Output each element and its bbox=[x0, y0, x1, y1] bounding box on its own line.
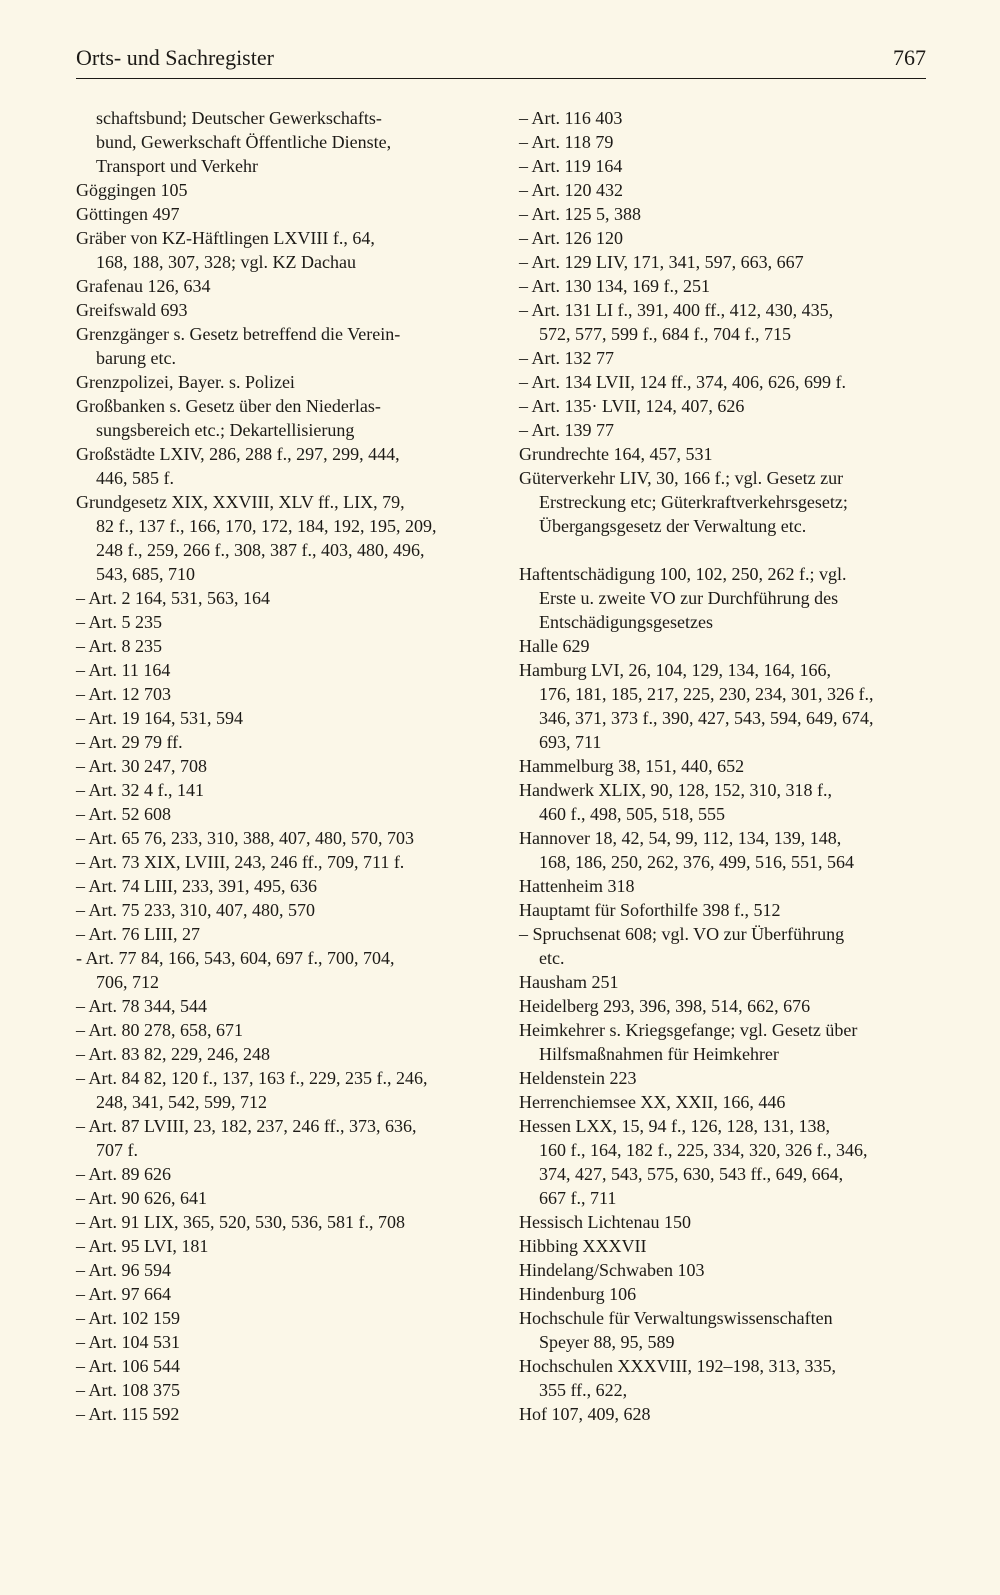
index-entry: - Art. 77 84, 166, 543, 604, 697 f., 700, 704, bbox=[76, 948, 395, 968]
index-column-right bbox=[519, 106, 929, 1426]
index-entry: – Art. 118 79 bbox=[519, 132, 614, 152]
index-entry: Großstädte LXIV, 286, 288 f., 297, 299, 444, bbox=[76, 444, 400, 464]
index-entry: – Art. 32 4 f., 141 bbox=[76, 780, 204, 800]
index-entry: – Art. 91 LIX, 365, 520, 530, 536, 581 f., 708 bbox=[76, 1212, 405, 1232]
index-entry-continuation: barung etc. bbox=[96, 348, 176, 368]
index-entry-continuation: 248 f., 259, 266 f., 308, 387 f., 403, 480, 496, bbox=[96, 540, 425, 560]
index-entry: – Art. 29 79 ff. bbox=[76, 732, 183, 752]
index-entry: Göttingen 497 bbox=[76, 204, 180, 224]
section-gap bbox=[519, 538, 929, 562]
index-entry: – Art. 102 159 bbox=[76, 1308, 181, 1328]
index-entry: Halle 629 bbox=[519, 636, 590, 656]
index-entry: – Art. 120 432 bbox=[519, 180, 624, 200]
index-entry-continuation: 374, 427, 543, 575, 630, 543 ff., 649, 664, bbox=[539, 1164, 844, 1184]
index-entry: Grenzgänger s. Gesetz betreffend die Verein- bbox=[76, 324, 401, 344]
index-entry: – Art. 78 344, 544 bbox=[76, 996, 208, 1016]
index-entry: – Art. 125 5, 388 bbox=[519, 204, 642, 224]
index-entry: – Art. 19 164, 531, 594 bbox=[76, 708, 244, 728]
index-entry: – Art. 130 134, 169 f., 251 bbox=[519, 276, 710, 296]
header-title: Orts- und Sachregister bbox=[76, 45, 274, 70]
index-entry: Hochschulen XXXVIII, 192–198, 313, 335, bbox=[519, 1356, 836, 1376]
index-entry-continuation: bund, Gewerkschaft Öffentliche Dienste, bbox=[96, 132, 392, 152]
index-entry-continuation: schaftsbund; Deutscher Gewerkschafts- bbox=[96, 108, 382, 128]
index-entry-continuation: 82 f., 137 f., 166, 170, 172, 184, 192, 195, 209, bbox=[96, 516, 437, 536]
index-entry: Hattenheim 318 bbox=[519, 876, 635, 896]
index-entry: – Art. 108 375 bbox=[76, 1380, 181, 1400]
index-entry-continuation: 176, 181, 185, 217, 225, 230, 234, 301, 326 f., bbox=[539, 684, 874, 704]
index-entry: Herrenchiemsee XX, XXII, 166, 446 bbox=[519, 1092, 786, 1112]
index-entry: – Art. 131 LI f., 391, 400 ff., 412, 430, 435, bbox=[519, 300, 834, 320]
index-entry: – Art. 97 664 bbox=[76, 1284, 172, 1304]
index-entry: – Art. 90 626, 641 bbox=[76, 1188, 208, 1208]
index-entry: Heldenstein 223 bbox=[519, 1068, 637, 1088]
index-entry: – Art. 115 592 bbox=[76, 1404, 180, 1424]
index-entry: – Spruchsenat 608; vgl. VO zur Überführung bbox=[519, 924, 845, 944]
index-entry-continuation: 446, 585 f. bbox=[96, 468, 174, 488]
index-entry-continuation: 543, 685, 710 bbox=[96, 564, 195, 584]
index-entry: Grundrechte 164, 457, 531 bbox=[519, 444, 713, 464]
index-entry-continuation: 355 ff., 622, bbox=[539, 1380, 628, 1400]
index-entry: Handwerk XLIX, 90, 128, 152, 310, 318 f., bbox=[519, 780, 832, 800]
running-header bbox=[76, 42, 926, 79]
index-entry: – Art. 84 82, 120 f., 137, 163 f., 229, 235 f., 246, bbox=[76, 1068, 428, 1088]
index-entry-continuation: Transport und Verkehr bbox=[96, 156, 258, 176]
index-entry: – Art. 80 278, 658, 671 bbox=[76, 1020, 244, 1040]
index-entry: Güterverkehr LIV, 30, 166 f.; vgl. Gesetz zur bbox=[519, 468, 844, 488]
index-entry-continuation: 667 f., 711 bbox=[539, 1188, 617, 1208]
index-entry-continuation: Übergangsgesetz der Verwaltung etc. bbox=[539, 516, 807, 536]
index-entry: Hochschule für Verwaltungswissenschaften bbox=[519, 1308, 833, 1328]
index-entry: – Art. 104 531 bbox=[76, 1332, 181, 1352]
index-entry: – Art. 76 LIII, 27 bbox=[76, 924, 200, 944]
index-entry: – Art. 83 82, 229, 246, 248 bbox=[76, 1044, 271, 1064]
index-entry: – Art. 12 703 bbox=[76, 684, 172, 704]
index-entry-continuation: 346, 371, 373 f., 390, 427, 543, 594, 649, 674, bbox=[539, 708, 874, 728]
index-entry: Hibbing XXXVII bbox=[519, 1236, 647, 1256]
index-entry: Grundgesetz XIX, XXVIII, XLV ff., LIX, 79, bbox=[76, 492, 405, 512]
index-entry-continuation: Erste u. zweite VO zur Durchführung des bbox=[539, 588, 839, 608]
index-entry: Haftentschädigung 100, 102, 250, 262 f.; vgl. bbox=[519, 564, 847, 584]
index-entry-continuation: 572, 577, 599 f., 684 f., 704 f., 715 bbox=[539, 324, 791, 344]
index-entry-continuation: 707 f. bbox=[96, 1140, 138, 1160]
index-entry-continuation: 693, 711 bbox=[539, 732, 602, 752]
index-entry: – Art. 89 626 bbox=[76, 1164, 172, 1184]
index-entry: – Art. 106 544 bbox=[76, 1356, 181, 1376]
index-entry: Grenzpolizei, Bayer. s. Polizei bbox=[76, 372, 295, 392]
index-entry: Gräber von KZ-Häftlingen LXVIII f., 64, bbox=[76, 228, 375, 248]
index-entry: Hausham 251 bbox=[519, 972, 619, 992]
index-entry: – Art. 126 120 bbox=[519, 228, 624, 248]
index-entry-continuation: sungsbereich etc.; Dekartellisierung bbox=[96, 420, 355, 440]
index-entry: Hammelburg 38, 151, 440, 652 bbox=[519, 756, 745, 776]
index-entry: Hauptamt für Soforthilfe 398 f., 512 bbox=[519, 900, 781, 920]
index-entry: – Art. 8 235 bbox=[76, 636, 163, 656]
index-entry-continuation: 460 f., 498, 505, 518, 555 bbox=[539, 804, 725, 824]
index-entry-continuation: Entschädigungsgesetzes bbox=[539, 612, 713, 632]
index-entry: Großbanken s. Gesetz über den Niederlas- bbox=[76, 396, 381, 416]
index-entry: – Art. 75 233, 310, 407, 480, 570 bbox=[76, 900, 316, 920]
index-entry-continuation: 168, 186, 250, 262, 376, 499, 516, 551, 564 bbox=[539, 852, 854, 872]
index-entry: – Art. 134 LVII, 124 ff., 374, 406, 626, 699 f. bbox=[519, 372, 846, 392]
index-entry: Göggingen 105 bbox=[76, 180, 188, 200]
index-entry: – Art. 52 608 bbox=[76, 804, 172, 824]
index-entry: – Art. 135· LVII, 124, 407, 626 bbox=[519, 396, 745, 416]
index-entry: – Art. 95 LVI, 181 bbox=[76, 1236, 209, 1256]
index-entry: – Art. 139 77 bbox=[519, 420, 615, 440]
index-entry-continuation: Hilfsmaßnahmen für Heimkehrer bbox=[539, 1044, 779, 1064]
index-entry: – Art. 132 77 bbox=[519, 348, 615, 368]
index-entry: – Art. 87 LVIII, 23, 182, 237, 246 ff., 373, 636, bbox=[76, 1116, 417, 1136]
index-entry: Hindenburg 106 bbox=[519, 1284, 637, 1304]
index-entry: – Art. 2 164, 531, 563, 164 bbox=[76, 588, 271, 608]
index-entry: Hof 107, 409, 628 bbox=[519, 1404, 651, 1424]
index-entry: Hamburg LVI, 26, 104, 129, 134, 164, 166, bbox=[519, 660, 831, 680]
index-entry: Greifswald 693 bbox=[76, 300, 188, 320]
index-entry-continuation: 160 f., 164, 182 f., 225, 334, 320, 326 f., 346, bbox=[539, 1140, 868, 1160]
index-entry: – Art. 5 235 bbox=[76, 612, 163, 632]
index-entry-continuation: Erstreckung etc; Güterkraftverkehrsgesetz; bbox=[539, 492, 848, 512]
index-entry: – Art. 129 LIV, 171, 341, 597, 663, 667 bbox=[519, 252, 804, 272]
index-entry: – Art. 74 LIII, 233, 391, 495, 636 bbox=[76, 876, 317, 896]
index-entry: Heimkehrer s. Kriegsgefange; vgl. Gesetz über bbox=[519, 1020, 858, 1040]
index-entry: Hindelang/Schwaben 103 bbox=[519, 1260, 705, 1280]
index-entry: Hannover 18, 42, 54, 99, 112, 134, 139, 148, bbox=[519, 828, 842, 848]
page-number: 767 bbox=[893, 45, 926, 70]
index-entry: – Art. 73 XIX, LVIII, 243, 246 ff., 709, 711 f. bbox=[76, 852, 405, 872]
index-entry-continuation: etc. bbox=[539, 948, 565, 968]
index-entry-continuation: 168, 188, 307, 328; vgl. KZ Dachau bbox=[96, 252, 356, 272]
index-entry: – Art. 116 403 bbox=[519, 108, 623, 128]
index-entry: Grafenau 126, 634 bbox=[76, 276, 211, 296]
index-entry: Heidelberg 293, 396, 398, 514, 662, 676 bbox=[519, 996, 811, 1016]
index-column-left bbox=[76, 106, 481, 1426]
index-entry-continuation: 248, 341, 542, 599, 712 bbox=[96, 1092, 267, 1112]
index-entry: – Art. 11 164 bbox=[76, 660, 171, 680]
index-entry: Hessisch Lichtenau 150 bbox=[519, 1212, 691, 1232]
index-entry: – Art. 119 164 bbox=[519, 156, 623, 176]
index-entry-continuation: Speyer 88, 95, 589 bbox=[539, 1332, 675, 1352]
index-entry: Hessen LXX, 15, 94 f., 126, 128, 131, 138, bbox=[519, 1116, 830, 1136]
index-entry: – Art. 96 594 bbox=[76, 1260, 172, 1280]
index-entry: – Art. 65 76, 233, 310, 388, 407, 480, 570, 703 bbox=[76, 828, 415, 848]
index-entry-continuation: 706, 712 bbox=[96, 972, 159, 992]
index-entry: – Art. 30 247, 708 bbox=[76, 756, 208, 776]
